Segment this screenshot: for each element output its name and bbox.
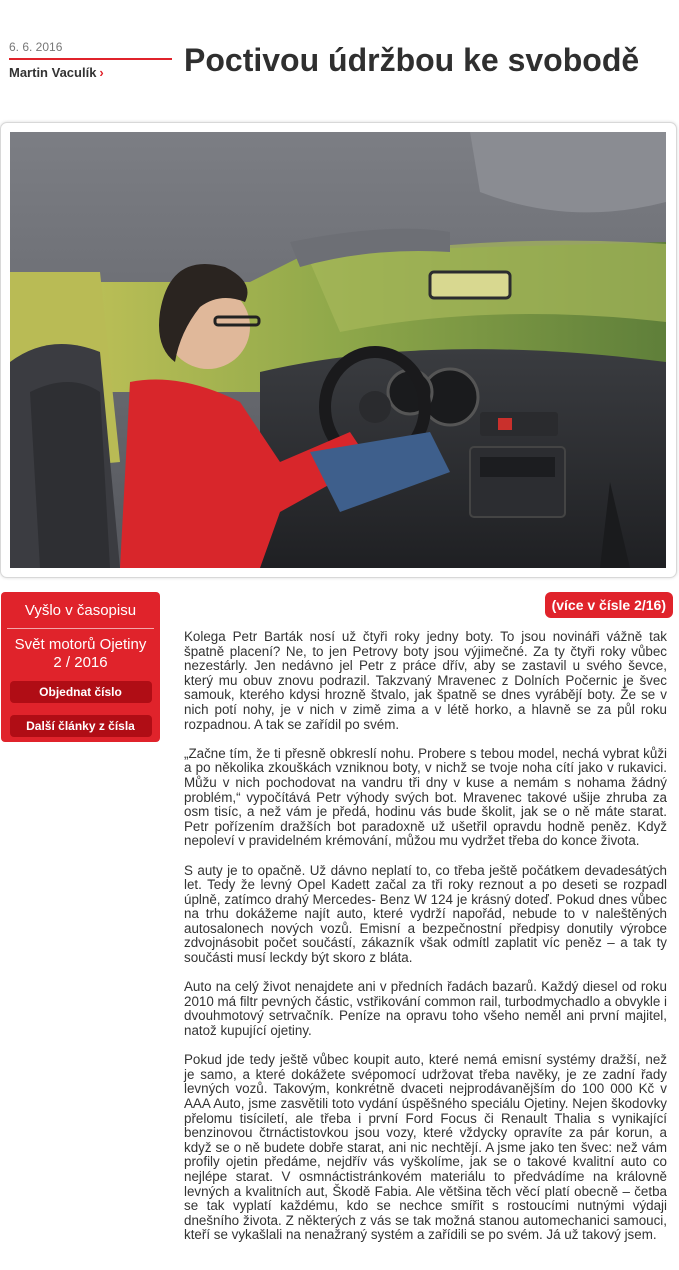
- order-issue-button[interactable]: Objednat číslo: [10, 681, 152, 703]
- magazine-box-divider: [7, 628, 154, 629]
- more-articles-button[interactable]: Další články z čísla: [10, 715, 152, 737]
- chevron-right-icon: ›: [99, 65, 104, 80]
- article-photo[interactable]: [10, 132, 666, 568]
- article-paragraph: Auto na celý život nenajdete ani v předních řadách bazarů. Každý diesel od roku 2010 má filtr pevných částic, vstřikování common rail, turbodmychadlo a obvykle i dvouhmotový setrvačník. Peníze na opravu toho všeho neměl ani první majitel, natož kupující ojetiny.: [184, 979, 668, 1039]
- article-paragraph: „Začne tím, že ti přesně obkreslí nohu. Probere s tebou model, nechá vybrat kůži a po několika zkouškách vzniknou boty, v nichž se tvoje noha cítí jako v rukavici. Můžu v nich pochodovat na vandru tři dny v kuse a nemám s nohama žádný problém,“ vypočítává Petr výhody svých bot. Mravenec takové ušije zhruba za osm tisíc, a než vám je předá, hodinu vás bude školit, jak se o ně máte starat. Petr pořízením dražších bot paradoxně už ušetřil opravdu hodně peněz. Když nepoleví v pravidelném krémování, můžou mu vydržet třeba do konce života.: [184, 745, 667, 849]
- magazine-name: Svět motorů Ojetiny: [14, 636, 147, 653]
- magazine-box-heading: Vyšlo v časopisu: [24, 602, 137, 619]
- author-link[interactable]: [9, 65, 172, 80]
- magazine-box: [1, 592, 160, 742]
- article-paragraph: S auty je to opačně. Už dávno neplatí to, co třeba ještě počátkem devadesátých let. Tedy že levný Opel Kadett začal za tři roky reznout a po deseti se rozpadl úplně, zatímco drahý Mercedes- Benz W 124 je krásný doteď. Pokud dnes vůbec na trhu dokážeme najít auto, které vydrží napořád, nebude to v naleštěných autosalonech nových vozů. Emisní a bezpečnostní předpisy donutily výrobce zdvojnásobit počet součástí, zákazník však odmítl zaplatit víc peněz – a tak ty součásti musí leckdy být skoro z bláta.: [184, 862, 667, 966]
- article-paragraph: Kolega Petr Barták nosí už čtyři roky jedny boty. To jsou novináři vážně tak špatně placení? Ne, to jen Petrovy boty jsou výjimečné. Za ty čtyři roky vůbec nezestárly. Jen nedávno jel Petr z práce dřív, aby se zastavil u svého ševce, který mu obuv znovu podrazil. Takzvaný Mravenec z Dolních Počernic je švec samouk, kterého kdysi hrozně štvalo, jak špatně se dnes vyrábějí boty. Že se v nich potí nohy, je v nich v zimě zima a v létě horko, a hlavně se za půl roku rozpadnou. A tak se zařídil po svém.: [184, 629, 667, 732]
- article-paragraph: Pokud jde tedy ještě vůbec koupit auto, které nemá emisní systémy dražší, než je samo, a které dokážete svépomocí udržovat třeba navěky, je ze zadní řady levných vozů. Takovým, konkrétně dvaceti nejprodávanějším do 100 000 Kč v AAA Auto, jsme zasvětili toto vydání úspěšného speciálu Ojetiny. Nejen škodovky přelomu tisíciletí, ale třeba i první Ford Focus či Renault Thalia s vynikající benzinovou čtrnáctistovkou jsou vozy, které vždycky opravíte za pár korun, a když se o ně budete dobře starat, ani nic nechtějí. A jsme jako ten švec: než vám profily ojetin předáme, nejdřív vás vyškolíme, jak se o takové kvalitní auto co nejlépe starat. V osmnáctistránkovém materiálu to předvádíme na královně levných a kvalitních aut, Škodě Fabia. Ale většina těch věcí platí obecně – četba se tak vyplatí každému, kdo se nechce smířit s rostoucími nutnými výdaji dnešního života. Z některých z vás se tak možná stanou automechanici samouci, kteří se vykašlali na nenažraný systém a zařídili se po svém. Já už takový jsem.: [184, 1052, 667, 1243]
- meta-divider: [9, 58, 172, 60]
- car-interior-illustration: [10, 132, 666, 568]
- article-title: Poctivou údržbou ke svobodě: [184, 42, 640, 78]
- article-meta: [9, 40, 172, 80]
- article-photo-frame: [0, 122, 677, 578]
- more-in-issue-badge[interactable]: (více v čísle 2/16): [545, 592, 673, 618]
- publish-date: 6. 6. 2016: [9, 40, 63, 54]
- magazine-issue: 2 / 2016: [53, 654, 108, 671]
- article-body: [184, 630, 667, 1258]
- author-name: Martin Vaculík: [9, 65, 97, 80]
